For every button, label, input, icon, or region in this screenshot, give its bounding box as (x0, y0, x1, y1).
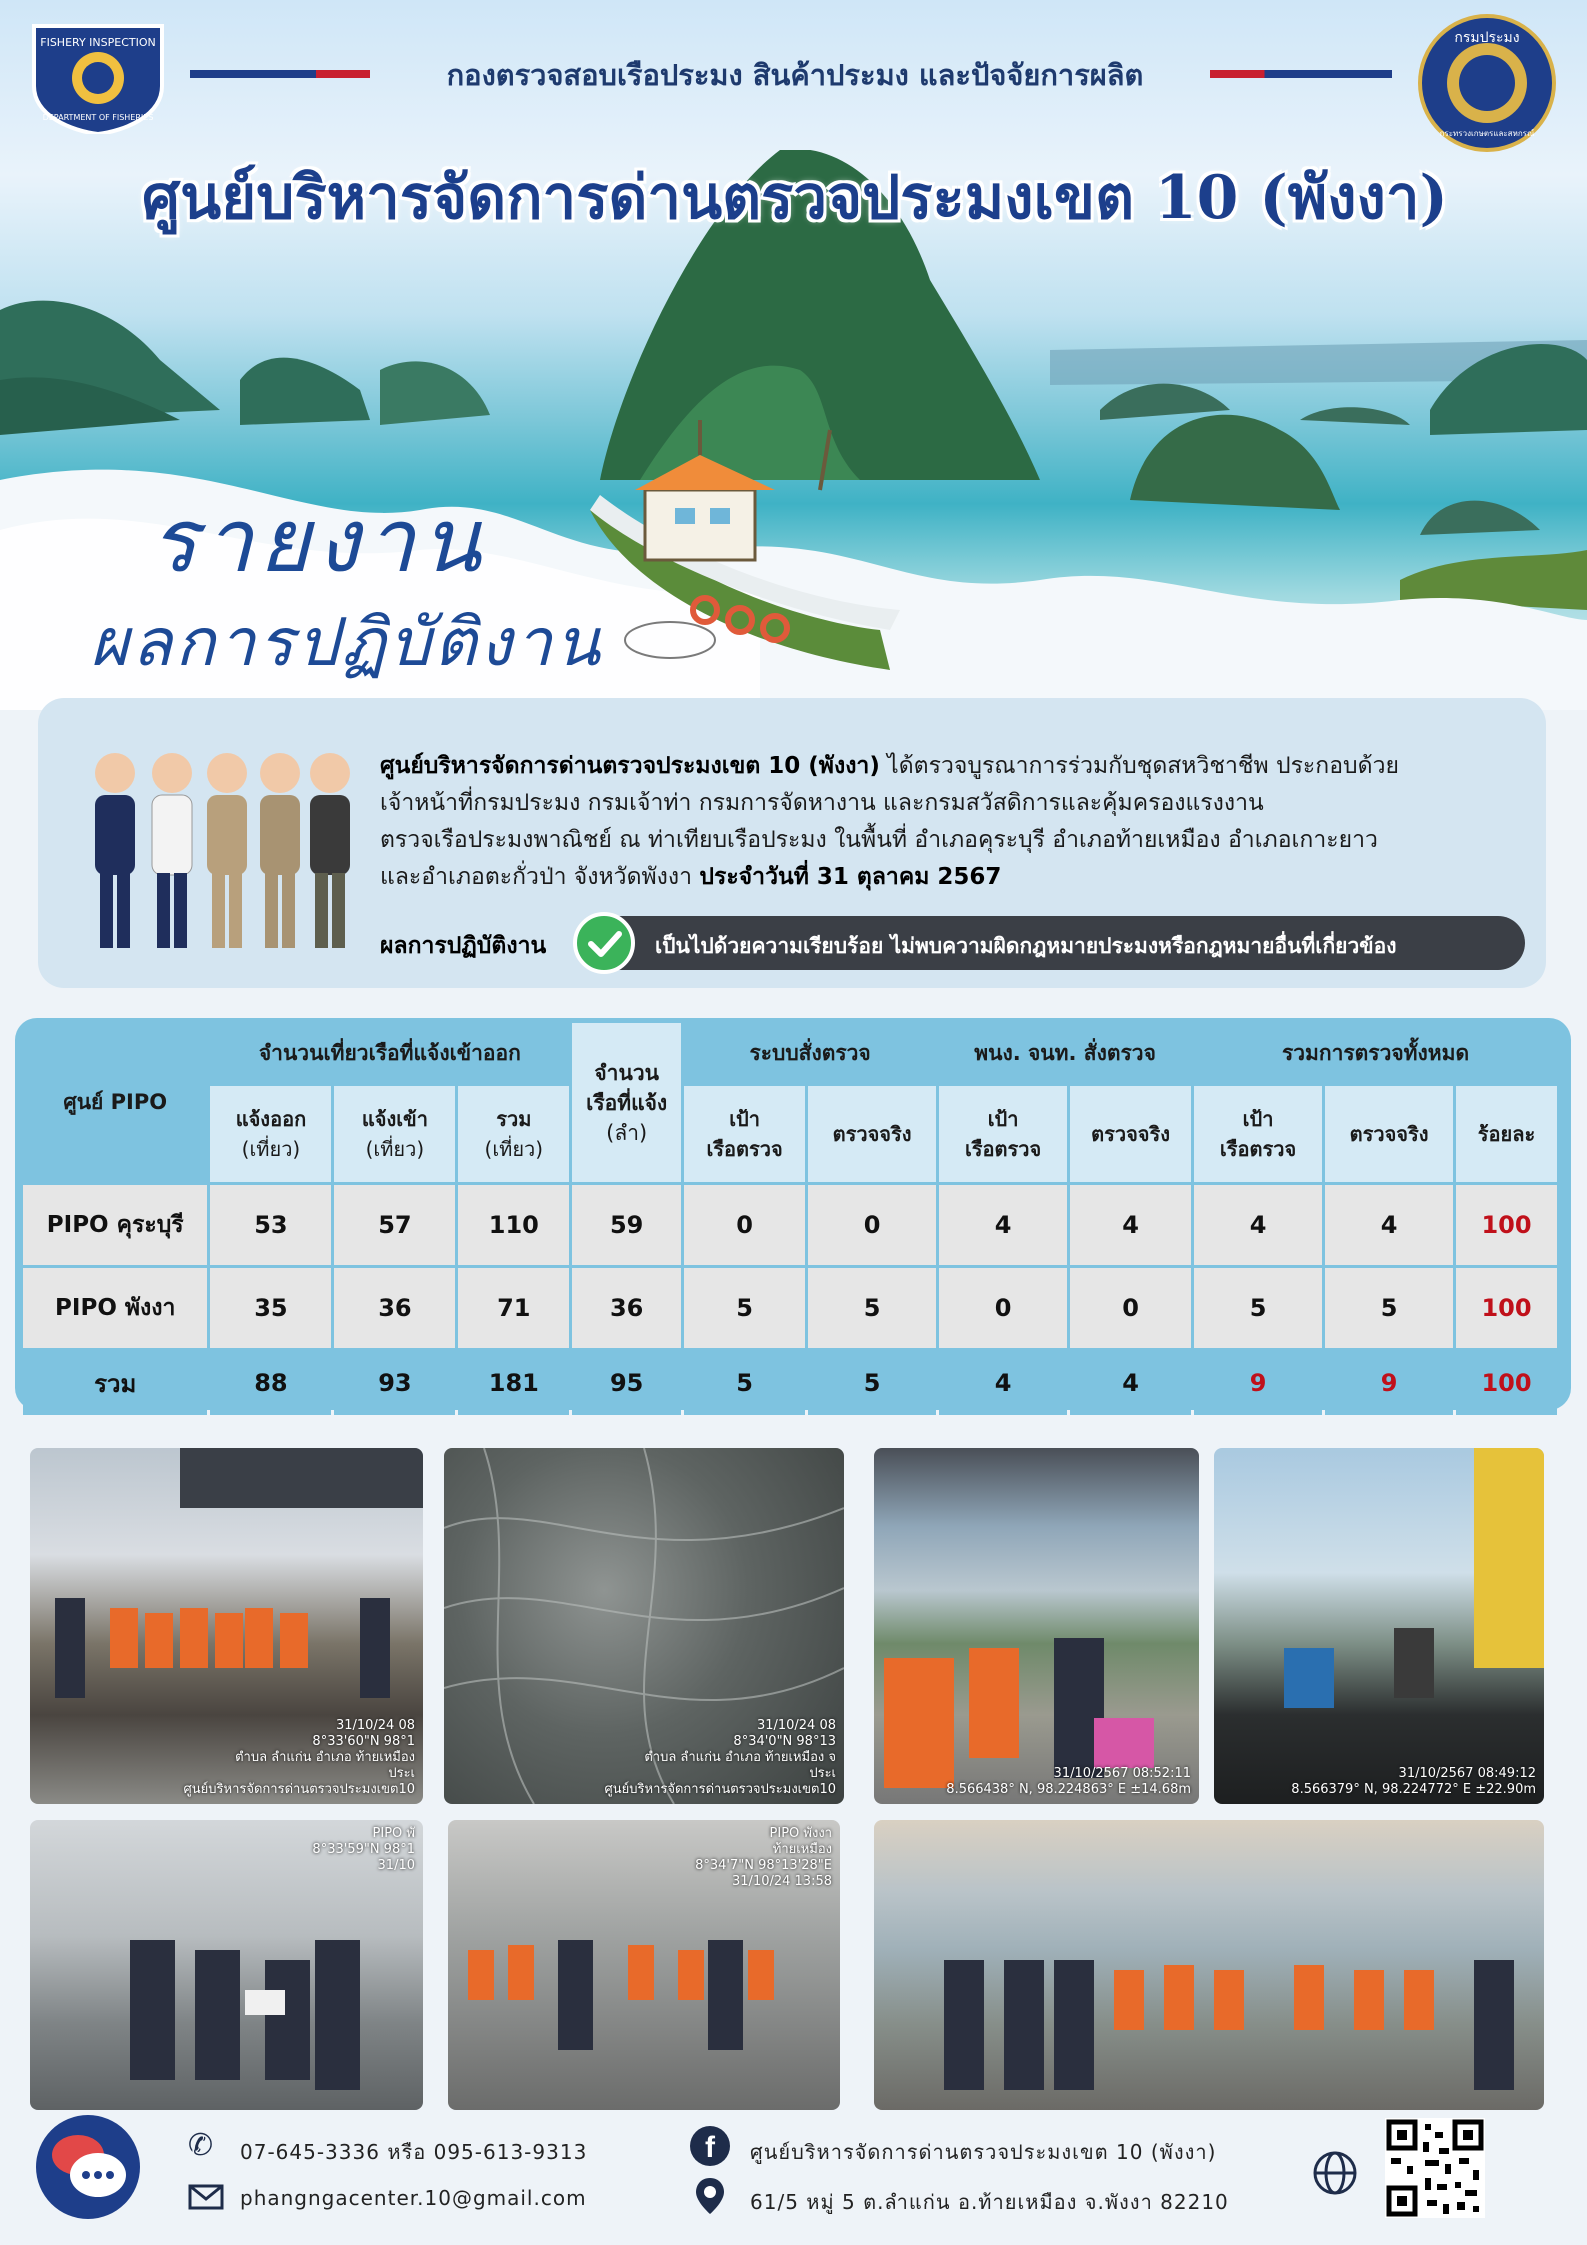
row-name: PIPO คุระบุรี (23, 1185, 207, 1265)
table-row (23, 1185, 1557, 1265)
svg-text:กรมประมง: กรมประมง (1454, 30, 1520, 46)
total-out: 88 (210, 1351, 331, 1415)
qr-code[interactable] (1385, 2118, 1485, 2218)
sub-header-sum: รวม (เที่ยว) (458, 1086, 569, 1182)
total-sys-target: 5 (684, 1351, 805, 1415)
sub-header-officer-actual: ตรวจจริง (1070, 1086, 1191, 1182)
cell-sys-target: 0 (684, 1185, 805, 1265)
result-text: เป็นไปด้วยความเรียบร้อย ไม่พบความผิดกฎหมายประมงหรือกฎหมายอื่นที่เกี่ยวข้อง (655, 934, 1397, 958)
col-header-boats (572, 1023, 681, 1182)
total-off-actual: 4 (1070, 1351, 1191, 1415)
sub-header-out: แจ้งออก (เที่ยว) (210, 1086, 331, 1182)
info-line2: เจ้าหน้าที่กรมประมง กรมเจ้าท่า กรมการจัดหางาน และกรมสวัสดิการและคุ้มครองแรงงาน (380, 790, 1264, 816)
report-title-line2: ผลการปฏิบัติงาน (90, 604, 603, 681)
result-label: ผลการปฏิบัติงาน (380, 933, 547, 959)
cell-out: 35 (210, 1268, 331, 1348)
info-line1: ได้ตรวจบูรณาการร่วมกับชุดสหวิชาชีพ ประกอบด้วย (879, 753, 1399, 779)
email-icon (188, 2184, 224, 2208)
total-sys-actual: 5 (808, 1351, 936, 1415)
sub-header-system-actual: ตรวจจริง (808, 1086, 936, 1182)
svg-text:DEPARTMENT OF FISHERIES: DEPARTMENT OF FISHERIES (42, 113, 154, 122)
sub-header-in: แจ้งเข้า (เที่ยว) (334, 1086, 455, 1182)
footer-phone: 07-645-3336 หรือ 095-613-9313 (240, 2140, 588, 2164)
cell-sys-actual: 0 (808, 1185, 936, 1265)
info-date: ประจำวันที่ 31 ตุลาคม 2567 (699, 864, 1002, 890)
total-name: รวม (23, 1351, 207, 1415)
phone-icon: ✆ (188, 2128, 214, 2163)
total-tot-target: 9 (1194, 1351, 1322, 1415)
svg-text:FISHERY INSPECTION: FISHERY INSPECTION (40, 36, 156, 49)
photo-document-check (30, 1820, 423, 2110)
total-tot-actual: 9 (1325, 1351, 1453, 1415)
photo-timestamp: 31/10/2567 08:52:11 8.566438° N, 98.224863° E ±14.68m (946, 1766, 1191, 1797)
sub-header-system-target: เป้า เรือตรวจ (684, 1086, 805, 1182)
photo-fishing-net (444, 1448, 844, 1804)
cell-off-actual: 0 (1070, 1268, 1191, 1348)
total-boats: 95 (572, 1351, 681, 1415)
facebook-icon: f (690, 2126, 730, 2166)
report-title-line1: รายงาน (150, 489, 487, 592)
header-line-right (1210, 70, 1392, 78)
photo-timestamp: 31/10/24 08 8°34'0"N 98°13 ตำบล ลำแก่น อำเภอ ท้ายเหมือง จ ประเ ศูนย์บริหารจัดการด่านตรวจประมงเขต10 (604, 1718, 836, 1797)
chat-icon (36, 2115, 140, 2219)
cell-out: 53 (210, 1185, 331, 1265)
result-row (380, 916, 1530, 972)
cell-off-actual: 4 (1070, 1185, 1191, 1265)
total-in: 93 (334, 1351, 455, 1415)
col-header-boats-2: เรือที่แจ้ง (586, 1090, 668, 1115)
info-line3: ตรวจเรือประมงพาณิชย์ ณ ท่าเทียบเรือประมง ในพื้นที่ อำเภอคุระบุรี อำเภอท้ายเหมือง อำเภอเกาะยาว (380, 827, 1378, 853)
col-header-boats-1: จำนวน (594, 1060, 659, 1085)
sub-header-percent: ร้อยละ (1456, 1086, 1557, 1182)
fishery-inspection-logo (24, 16, 172, 134)
table-total-row (23, 1351, 1557, 1415)
footer-email: phangngacenter.10@gmail.com (240, 2186, 587, 2210)
cell-off-target: 0 (939, 1268, 1067, 1348)
total-percent: 100 (1456, 1351, 1557, 1415)
col-header-system: ระบบสั่งตรวจ (684, 1023, 936, 1083)
footer-facebook: ศูนย์บริหารจัดการด่านตรวจประมงเขต 10 (พังงา) (750, 2140, 1217, 2164)
globe-icon (1312, 2150, 1358, 2196)
table-row (23, 1268, 1557, 1348)
photo-timestamp: PIPO พั 8°33'59"N 98°1 31/10 (312, 1826, 415, 1873)
cell-sum: 110 (458, 1185, 569, 1265)
cell-tot-actual: 4 (1325, 1185, 1453, 1265)
cell-percent: 100 (1456, 1185, 1557, 1265)
photo-timestamp: 31/10/24 08 8°33'60"N 98°1 ตำบล ลำแก่น อำเภอ ท้ายเหมือง ประเ ศูนย์บริหารจัดการด่านตรวจประมงเขต10 (183, 1718, 415, 1797)
total-off-target: 4 (939, 1351, 1067, 1415)
cell-sys-target: 5 (684, 1268, 805, 1348)
department-title: กองตรวจสอบเรือประมง สินค้าประมง และปัจจัยการผลิต (446, 58, 1144, 92)
svg-text:กระทรวงเกษตรและสหกรณ์: กระทรวงเกษตรและสหกรณ์ (1439, 129, 1535, 138)
photo-group-pier (874, 1820, 1544, 2110)
cell-sum: 71 (458, 1268, 569, 1348)
col-header-boats-unit: (ลำ) (606, 1120, 648, 1145)
sub-header-total-target: เป้า เรือตรวจ (1194, 1086, 1322, 1182)
total-sum: 181 (458, 1351, 569, 1415)
photo-boat-deck (1214, 1448, 1544, 1804)
col-header-trips: จำนวนเที่ยวเรือที่แจ้งเข้าออก (210, 1023, 569, 1083)
photo-crew-lineup (30, 1448, 423, 1804)
info-line4: และอำเภอตะกั่วป่า จังหวัดพังงา (380, 864, 700, 890)
department-of-fisheries-seal (1418, 14, 1556, 152)
footer-address: 61/5 หมู่ 5 ต.ลำแก่น อ.ท้ายเหมือง จ.พังงา 82210 (750, 2190, 1229, 2214)
cell-boats: 36 (572, 1268, 681, 1348)
col-header-total: รวมการตรวจทั้งหมด (1194, 1023, 1557, 1083)
photo-crew-briefing (448, 1820, 840, 2110)
cell-tot-actual: 5 (1325, 1268, 1453, 1348)
cell-tot-target: 4 (1194, 1185, 1322, 1265)
cell-in: 36 (334, 1268, 455, 1348)
check-icon (573, 912, 635, 974)
col-header-officer: พนง. จนท. สั่งตรวจ (939, 1023, 1191, 1083)
result-pill (585, 916, 1525, 970)
col-header-center: ศูนย์ PIPO (23, 1023, 207, 1182)
info-text (380, 748, 1530, 896)
photo-timestamp: 31/10/2567 08:49:12 8.566379° N, 98.224772° E ±22.90m (1291, 1766, 1536, 1797)
cell-off-target: 4 (939, 1185, 1067, 1265)
sub-header-officer-target: เป้า เรือตรวจ (939, 1086, 1067, 1182)
photo-timestamp: PIPO พังงา ท้ายเหมือง 8°34'7"N 98°13'28"E 31/10/24 13:58 (695, 1826, 832, 1889)
header-line-left (190, 70, 370, 78)
center-title: ศูนย์บริหารจัดการด่านตรวจประมงเขต 10 (พังงา) (142, 163, 1448, 233)
photo-inspection-dock (874, 1448, 1199, 1804)
officers-illustration (85, 745, 355, 955)
cell-percent: 100 (1456, 1268, 1557, 1348)
cell-tot-target: 5 (1194, 1268, 1322, 1348)
cell-boats: 59 (572, 1185, 681, 1265)
info-org-name: ศูนย์บริหารจัดการด่านตรวจประมงเขต 10 (พังงา) (380, 753, 880, 779)
results-table (20, 1020, 1560, 1418)
row-name: PIPO พังงา (23, 1268, 207, 1348)
location-pin-icon (694, 2176, 726, 2216)
sub-header-total-actual: ตรวจจริง (1325, 1086, 1453, 1182)
cell-in: 57 (334, 1185, 455, 1265)
cell-sys-actual: 5 (808, 1268, 936, 1348)
